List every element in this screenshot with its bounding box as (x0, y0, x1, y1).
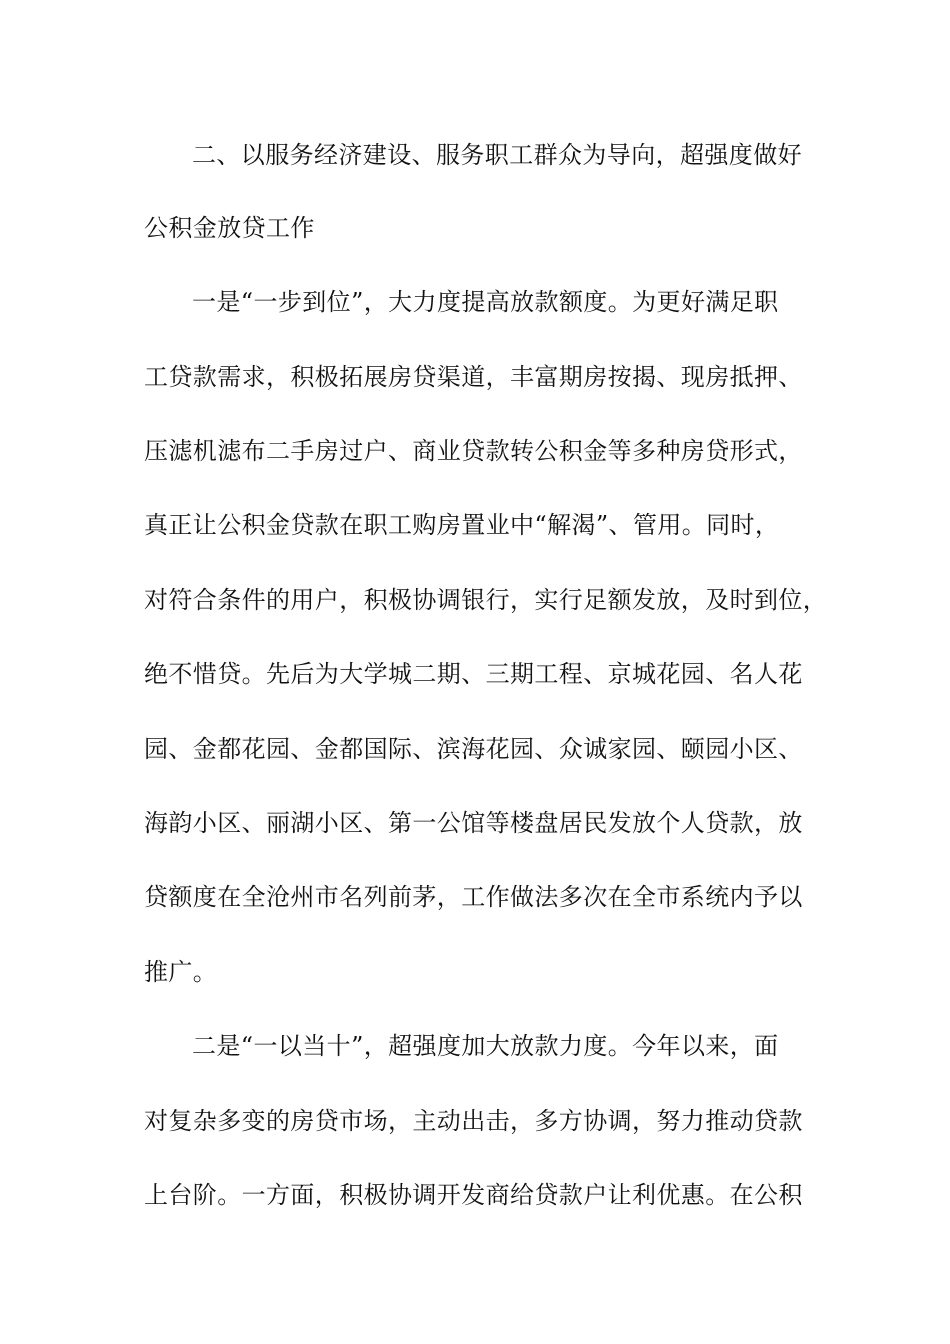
paragraph-1-line-8: 海韵小区、丽湖小区、第一公馆等楼盘居民发放个人贷款，放 (144, 809, 803, 837)
paragraph-1-line-5: 对符合条件的用户，积极协调银行，实行足额发放，及时到位， (144, 586, 828, 614)
paragraph-1-line-10: 推广。 (144, 958, 218, 986)
paragraph-1-line-2: 工贷款需求，积极拓展房贷渠道，丰富期房按揭、现房抵押、 (144, 363, 803, 391)
paragraph-2-line-1: 二是“一以当十”，超强度加大放款力度。今年以来，面 (192, 1032, 779, 1060)
paragraph-1-line-6: 绝不惜贷。先后为大学城二期、三期工程、京城花园、名人花 (144, 660, 803, 688)
paragraph-1-line-4: 真正让公积金贷款在职工购房置业中“解渴”、管用。同时， (144, 511, 780, 539)
paragraph-2-line-3: 上台阶。一方面，积极协调开发商给贷款户让利优惠。在公积 (144, 1181, 803, 1209)
paragraph-1-line-3: 压滤机滤布二手房过户、商业贷款转公积金等多种房贷形式， (144, 437, 803, 465)
paragraph-1-line-9: 贷额度在全沧州市名列前茅，工作做法多次在全市系统内予以 (144, 883, 803, 911)
paragraph-1-line-7: 园、金都花园、金都国际、滨海花园、众诚家园、颐园小区、 (144, 735, 803, 763)
paragraph-2-line-2: 对复杂多变的房贷市场，主动出击，多方协调，努力推动贷款 (144, 1107, 803, 1135)
section-heading-line-1: 二、以服务经济建设、服务职工群众为导向，超强度做好 (192, 141, 802, 169)
paragraph-1-line-1: 一是“一步到位”，大力度提高放款额度。为更好满足职 (192, 288, 779, 316)
section-heading-line-2: 公积金放贷工作 (144, 214, 315, 242)
